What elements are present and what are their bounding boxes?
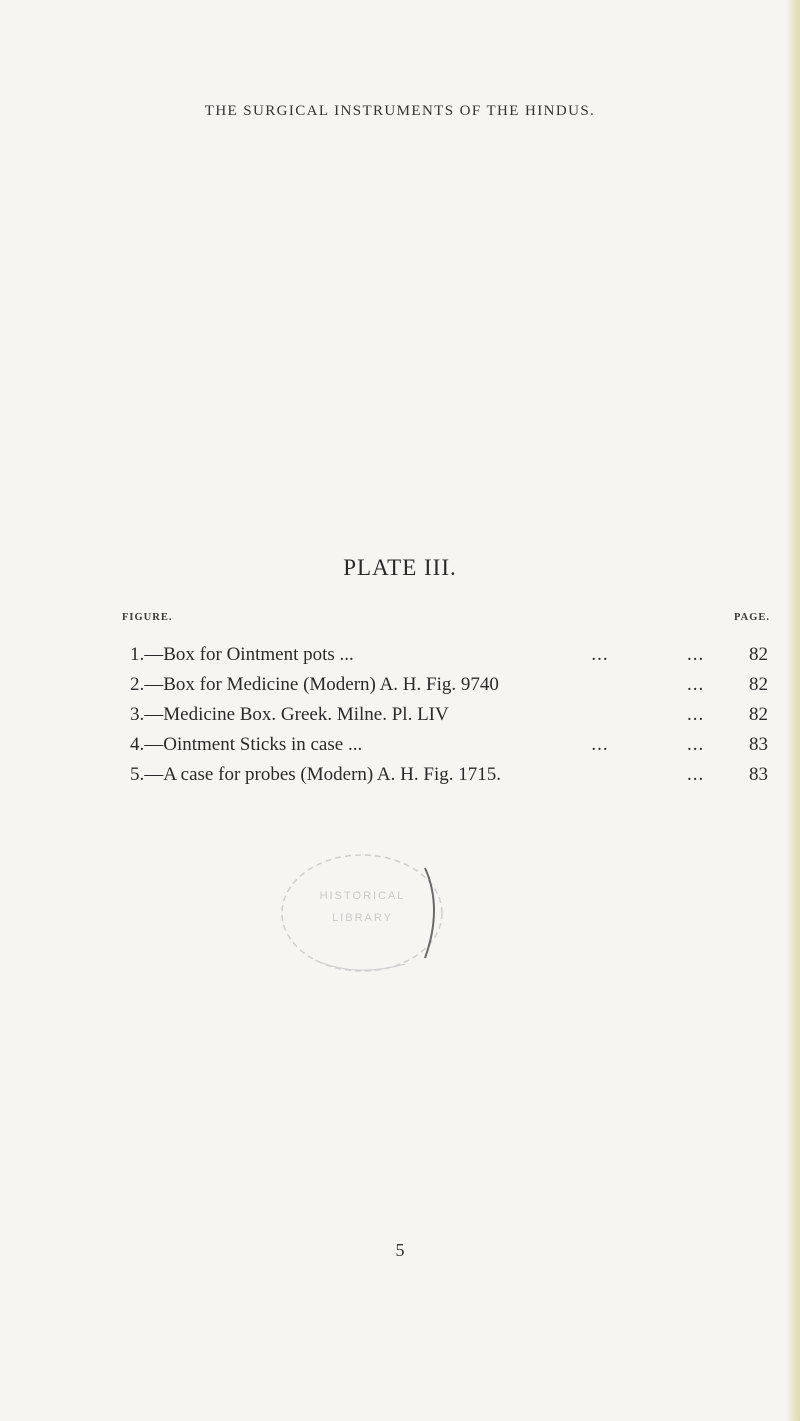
entry-title: 5.—A case for probes (Modern) A. H. Fig. 1715.	[130, 764, 501, 785]
stamp-line-1: HISTORICAL	[319, 890, 406, 902]
entry-page: 83	[749, 764, 768, 785]
list-item	[130, 640, 768, 670]
list-item	[130, 760, 768, 790]
list-item	[130, 670, 768, 700]
page-column-header: PAGE.	[733, 612, 770, 623]
figure-list	[130, 640, 768, 790]
list-item	[130, 700, 768, 730]
entry-leader: ...	[687, 674, 705, 695]
stamp-line-2: LIBRARY	[332, 912, 393, 924]
entry-leader: ...	[687, 644, 705, 665]
entry-leader: ...	[687, 704, 705, 725]
entry-title: 1.—Box for Ointment pots ...	[130, 644, 354, 665]
entry-page: 82	[749, 674, 768, 695]
entry-title: 3.—Medicine Box. Greek. Milne. Pl. LIV	[130, 704, 449, 725]
entry-page: 82	[749, 704, 768, 725]
plate-title: PLATE III.	[343, 555, 457, 580]
library-stamp	[275, 848, 450, 978]
entry-leader: ...	[687, 764, 705, 785]
entry-leader: ...	[687, 734, 705, 755]
page-edge-shadow	[786, 0, 800, 1421]
running-head: THE SURGICAL INSTRUMENTS OF THE HINDUS.	[204, 103, 596, 119]
entry-page: 82	[749, 644, 768, 665]
entry-title: 2.—Box for Medicine (Modern) A. H. Fig. 9740	[130, 674, 499, 695]
entry-leader-mid: ...	[591, 644, 609, 665]
entry-leader-mid: ...	[591, 734, 609, 755]
list-item	[130, 730, 768, 760]
entry-page: 83	[749, 734, 768, 755]
figure-column-header: FIGURE.	[122, 612, 173, 623]
entry-title: 4.—Ointment Sticks in case ...	[130, 734, 363, 755]
page-number: 5	[395, 1240, 405, 1260]
